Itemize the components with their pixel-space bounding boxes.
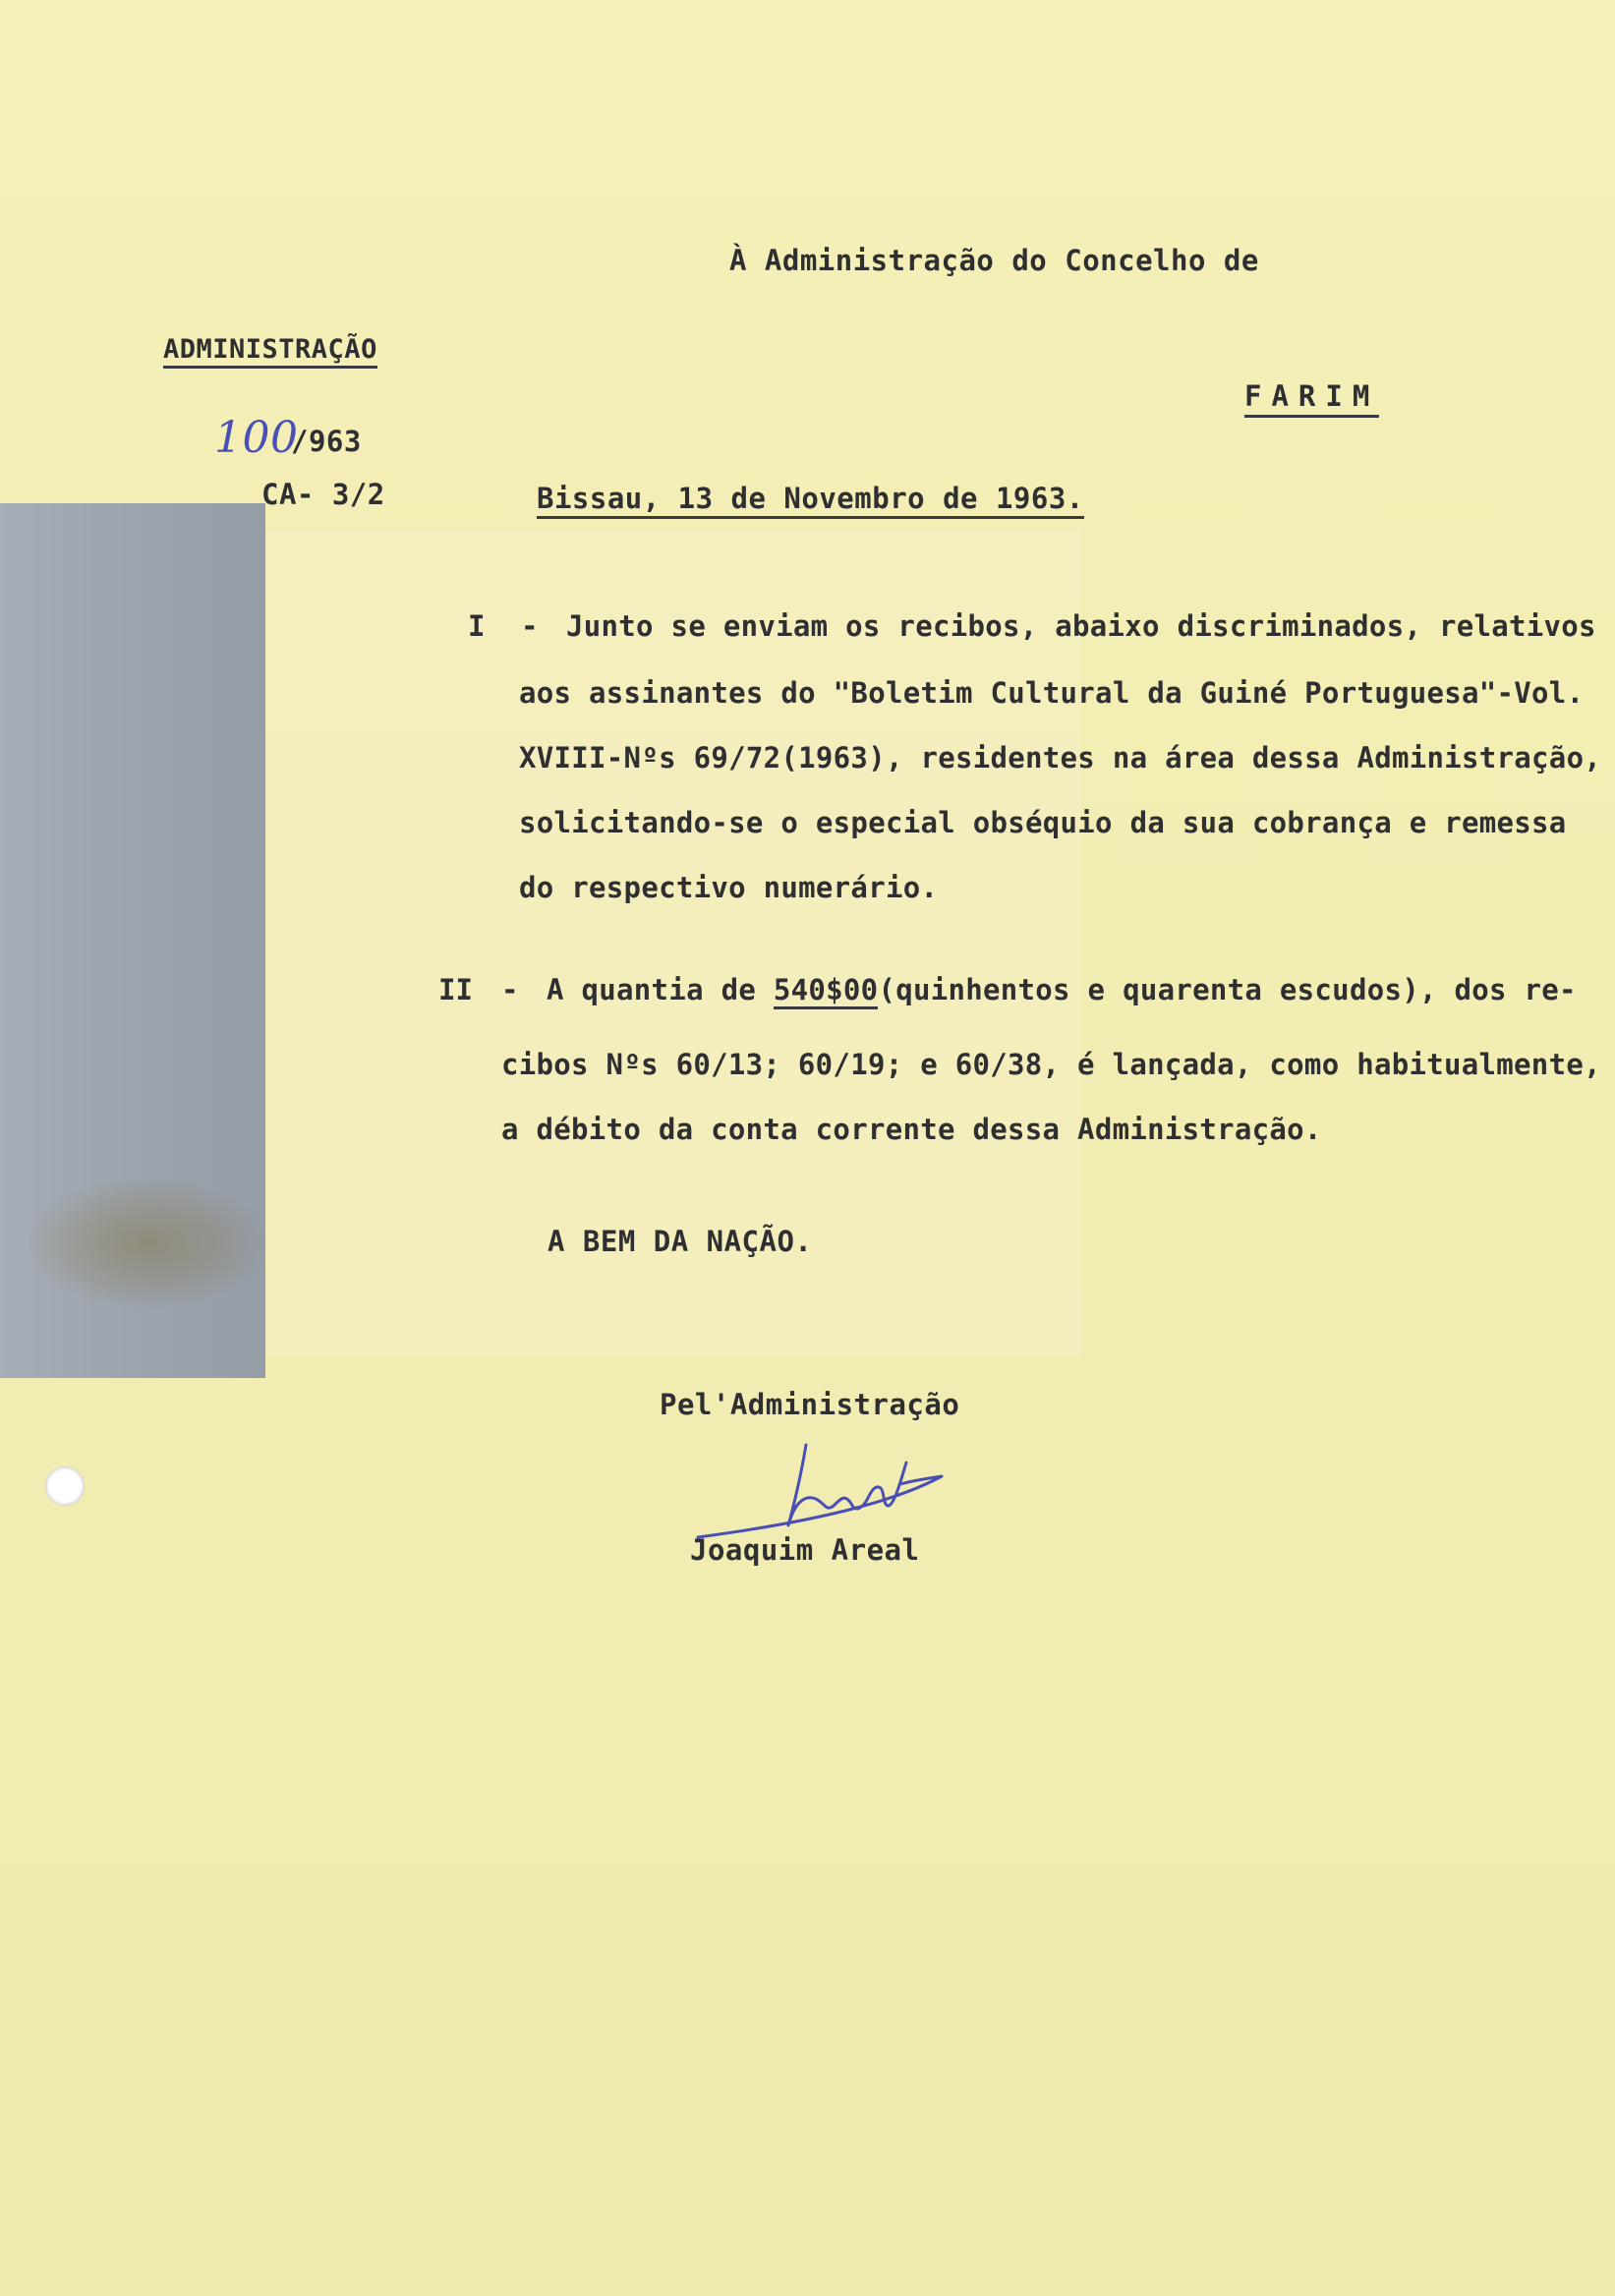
paragraph-2-line-1-suffix: (quinhentos e quarenta escudos), dos re- <box>878 973 1577 1006</box>
punch-hole <box>45 1466 85 1506</box>
sender-office: ADMINISTRAÇÃO <box>163 334 377 369</box>
paragraph-2-number: II <box>438 973 473 1006</box>
handwritten-signature <box>678 1415 953 1543</box>
paragraph-2-line-1-prefix: A quantia de <box>547 973 774 1006</box>
paragraph-2-line-1 <box>547 973 1577 1006</box>
closing-salutation: A BEM DA NAÇÃO. <box>548 1225 813 1258</box>
paper-stain <box>29 1179 265 1307</box>
paragraph-1-line-1: Junto se enviam os recibos, abaixo discriminados, relativos <box>566 609 1596 643</box>
handwritten-reference-number: 100 <box>214 413 299 463</box>
reference-code: CA- 3/2 <box>261 478 385 511</box>
paragraph-1-line-4: solicitando-se o especial obséquio da sua cobrança e remessa <box>519 806 1567 839</box>
recipient-place: FARIM <box>1244 379 1379 418</box>
paragraph-1-line-5: do respectivo numerário. <box>519 871 939 904</box>
signer-title: Pel'Administração <box>660 1388 960 1421</box>
paragraph-1-line-2: aos assinantes do "Boletim Cultural da Guiné Portuguesa"-Vol. <box>519 676 1585 710</box>
paragraph-1-dash: - <box>521 609 539 643</box>
paragraph-1-number: I <box>468 609 486 643</box>
paragraph-1-line-3: XVIII-Nºs 69/72(1963), residentes na área dessa Administração, <box>519 741 1602 775</box>
paragraph-2-dash: - <box>501 973 519 1006</box>
recipient-line: À Administração do Concelho de <box>729 244 1259 277</box>
reference-year: /963 <box>291 425 362 458</box>
paragraph-2-line-2: cibos Nºs 60/13; 60/19; e 60/38, é lançada, como habitualmente, <box>501 1048 1601 1081</box>
payment-amount: 540$00 <box>774 973 879 1009</box>
signer-name: Joaquim Areal <box>690 1533 920 1567</box>
letter-date: Bissau, 13 de Novembro de 1963. <box>537 482 1084 519</box>
paragraph-2-line-3: a débito da conta corrente dessa Administração. <box>501 1113 1322 1146</box>
